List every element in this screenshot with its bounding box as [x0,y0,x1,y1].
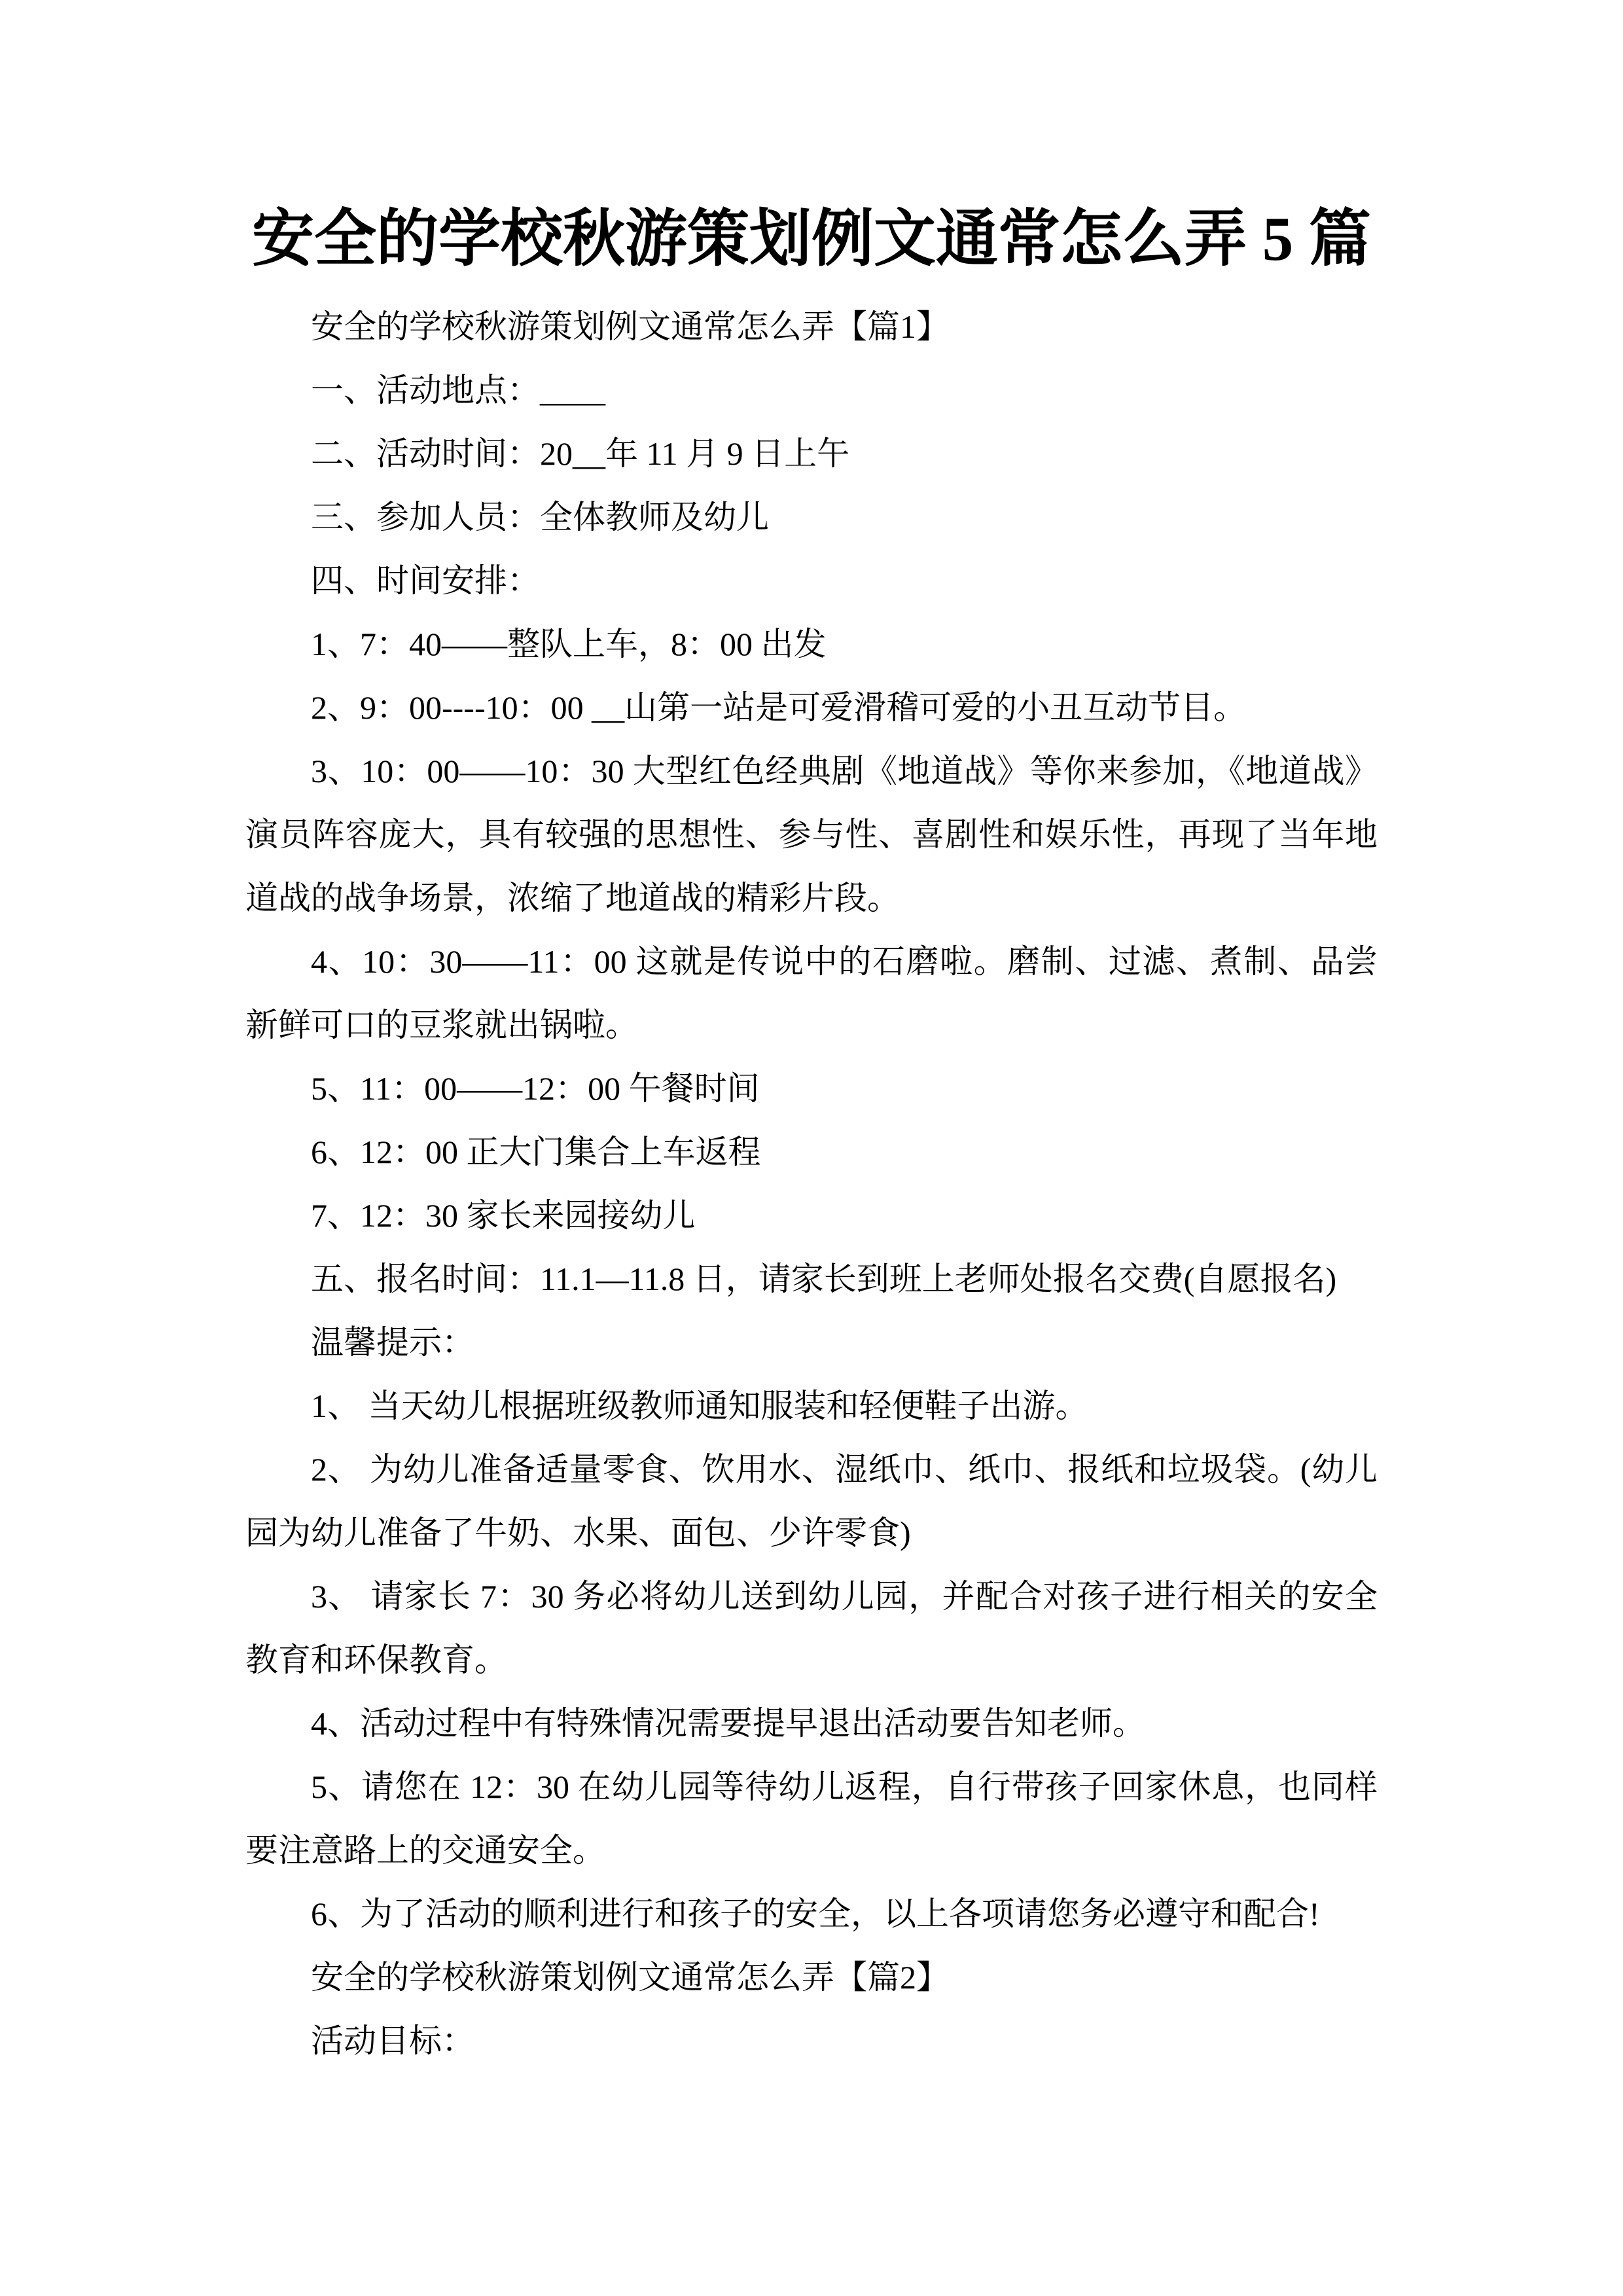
paragraph: 温馨提示： [311,1324,474,1361]
paragraph: 二、活动时间：20__年 11 月 9 日上午 [311,435,850,472]
paragraph: 1、7：40——整队上车，8：00 出发 [311,626,827,662]
paragraph: 3、10：00——10：30 大型红色经典剧《地道战》等你来参加，《地道战》演员阵容庞大，具有较强的思想性、参与性、喜剧性和娱乐性，再现了当年地道战的战争场景，浓缩了地道战的精彩片段。 [245,753,1378,916]
paragraph: 1、 当天幼儿根据班级教师通知服装和轻便鞋子出游。 [311,1388,1088,1424]
paragraph: 五、报名时间：11.1—11.8 日，请家长到班上老师处报名交费(自愿报名) [311,1261,1337,1297]
paragraph: 活动目标： [311,2022,474,2059]
paragraph: 2、 为幼儿准备适量零食、饮用水、湿纸巾、纸巾、报纸和垃圾袋。(幼儿园为幼儿准备了牛奶、水果、面包、少许零食) [245,1451,1378,1551]
paragraph: 6、12：00 正大门集合上车返程 [311,1134,761,1170]
paragraph: 2、9：00----10：00 __山第一站是可爱滑稽可爱的小丑互动节目。 [311,689,1247,726]
paragraph: 4、活动过程中有特殊情况需要提早退出活动要告知老师。 [311,1705,1145,1742]
paragraph: 5、11：00——12：00 午餐时间 [311,1070,760,1107]
paragraph: 3、 请家长 7：30 务必将幼儿送到幼儿园，并配合对孩子进行相关的安全教育和环保教育。 [245,1578,1378,1678]
paragraph: 4、10：30——11：00 这就是传说中的石磨啦。磨制、过滤、煮制、品尝新鲜可口的豆浆就出锅啦。 [245,943,1378,1043]
paragraph: 5、请您在 12：30 在幼儿园等待幼儿返程，自行带孩子回家休息，也同样要注意路上的交通安全。 [245,1768,1378,1869]
paragraph: 安全的学校秋游策划例文通常怎么弄【篇2】 [311,1959,949,1996]
document-title: 安全的学校秋游策划例文通常怎么弄 5 篇 [251,204,1371,274]
document-body [245,295,1378,2073]
paragraph: 6、为了活动的顺利进行和孩子的安全，以上各项请您务必遵守和配合! [311,1895,1320,1932]
paragraph: 安全的学校秋游策划例文通常怎么弄【篇1】 [311,308,949,345]
paragraph: 7、12：30 家长来园接幼儿 [311,1197,696,1234]
paragraph: 一、活动地点：____ [311,372,605,408]
paragraph: 三、参加人员：全体教师及幼儿 [311,499,769,535]
paragraph: 四、时间安排： [311,562,540,599]
